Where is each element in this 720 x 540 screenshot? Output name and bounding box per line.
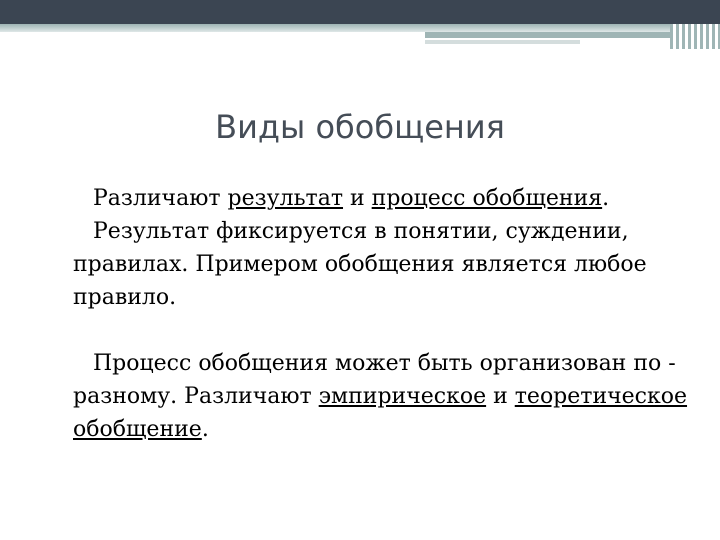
paragraph-1 <box>73 182 693 215</box>
decorative-stripes <box>670 24 720 49</box>
p3-text-1: Процесс обобщения может быть организован по - разному. Различают <box>73 351 676 409</box>
top-banner <box>0 0 720 24</box>
term-process: процесс обобщения <box>371 186 603 211</box>
accent-bar-thin <box>425 40 580 44</box>
banner-shadow <box>0 24 720 32</box>
paragraph-2: Результат фиксируется в понятии, суждении, правилах. Примером обобщения является любое правило. <box>73 219 647 310</box>
paragraph-gap <box>73 314 693 347</box>
p3-text-2: и <box>486 384 515 409</box>
paragraph-3 <box>73 347 693 446</box>
p1-text-3: . <box>602 186 610 211</box>
accent-bar <box>425 32 670 38</box>
term-result: результат <box>227 186 344 211</box>
p1-text-2: и <box>343 186 372 211</box>
term-empirical: эмпирическое <box>318 384 487 409</box>
slide-title: Виды обобщения <box>215 108 505 146</box>
p1-text-1: Различают <box>93 186 228 211</box>
p3-text-3: . <box>201 417 209 442</box>
slide-body <box>73 182 693 446</box>
term-theoretical: теоретическое обобщение <box>73 384 688 442</box>
